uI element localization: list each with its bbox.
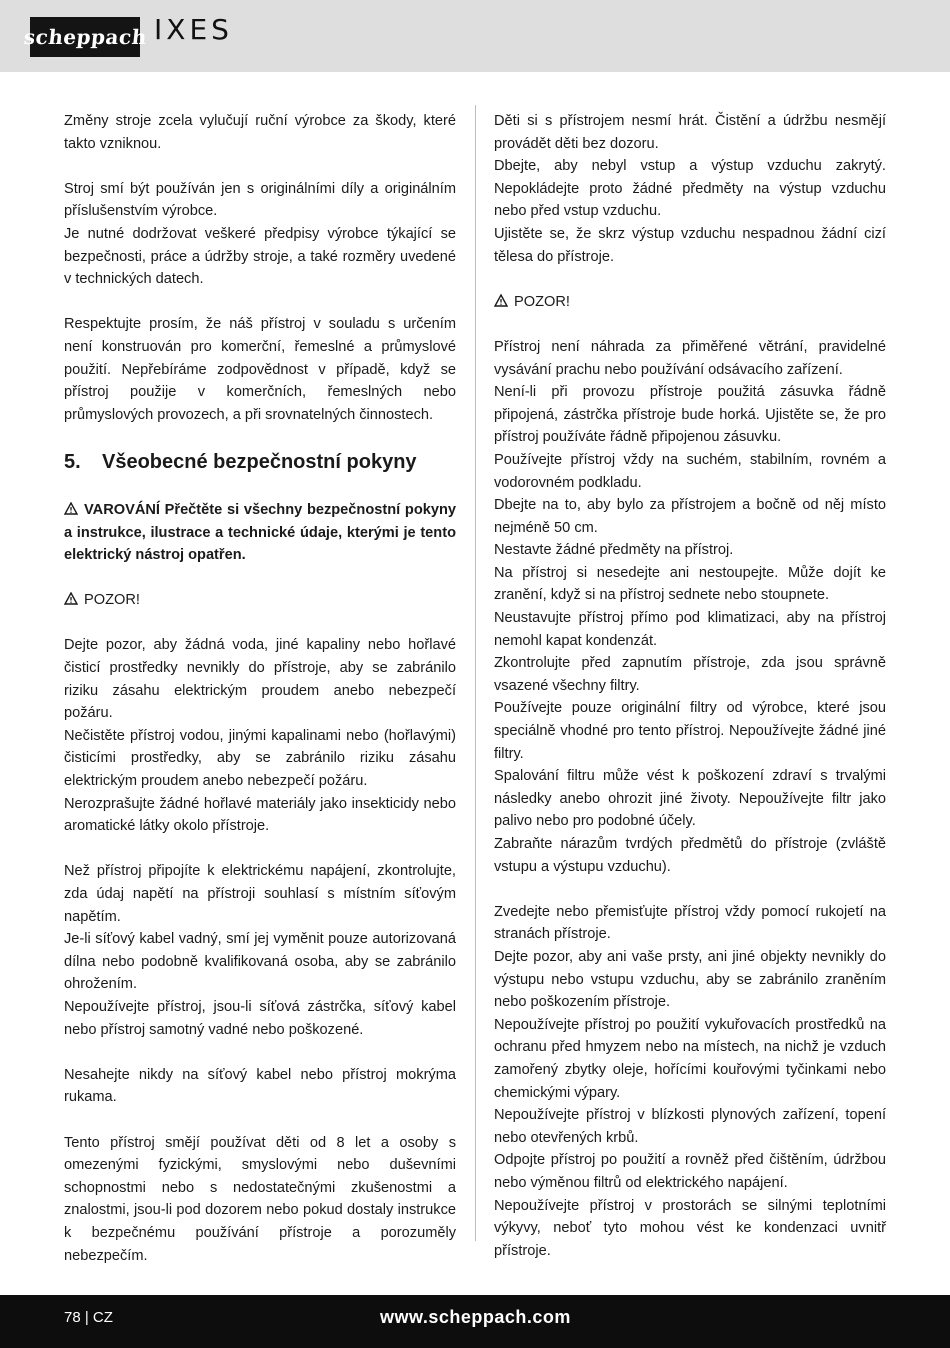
page-footer [0, 1295, 950, 1348]
right-column [494, 110, 886, 1262]
paragraph: Nepoužívejte přístroj v blízkosti plynových zařízení, topení nebo otevřených krbů. [494, 1107, 886, 1146]
section-heading [64, 448, 456, 476]
warning-triangle-icon [494, 294, 508, 307]
page-header [0, 0, 950, 72]
paragraph: Zabraňte nárazům tvrdých předmětů do přístroje (zvláště vstupu a výstupu vzduchu). [494, 836, 886, 875]
paragraph: Na přístroj si nesedejte ani nestoupejte. Může dojít ke zranění, když si na přístroj sednete nebo stoupnete. [494, 564, 886, 604]
paragraph: Děti si s přístrojem nesmí hrát. Čistění a údržbu nesmějí provádět děti bez dozoru. [494, 113, 886, 152]
paragraph: Používejte pouze originální filtry od výrobce, které jsou speciálně vhodné pro tento přístroj. Nepoužívejte žádné jiné filtry. [494, 700, 886, 762]
caution-label: POZOR! [84, 592, 140, 609]
left-column [64, 110, 456, 1267]
paragraph: Neustavujte přístroj přímo pod klimatizaci, aby na přístroj nemohl kapat kondenzát. [494, 610, 886, 649]
paragraph: Nečistěte přístroj vodou, jinými kapalinami nebo (hořlavými) čisticími prostředky, aby se zabránilo riziku zásahu elektrickým proudem anebo nebezpečí požáru. [64, 727, 456, 790]
paragraph: Dbejte na to, aby bylo za přístrojem a bočně od něj místo nejméně 50 cm. [494, 497, 886, 536]
section-title: Všeobecné bezpečnostní pokyny [102, 451, 417, 474]
paragraph: Dejte pozor, aby ani vaše prsty, ani jiné objekty nevnikly do výstupu nebo vstupu vzduchu, aby se zabránilo zraněním nebo poškozením přístroje. [494, 948, 886, 1011]
paragraph: Nepoužívejte přístroj, jsou-li síťová zástrčka, síťový kabel nebo přístroj samotný vadné nebo poškozené. [64, 998, 456, 1038]
paragraph: Spalování filtru může vést k poškození zdraví s trvalými následky anebo ohrozit jiné životy. Nepoužívejte filtr jako palivo nebo pro podobné účely. [494, 768, 886, 830]
warning-triangle-icon [64, 502, 78, 515]
paragraph: Nesahejte nikdy na síťový kabel nebo přístroj mokrýma rukama. [64, 1066, 456, 1106]
section-number: 5. [64, 451, 81, 474]
paragraph: Nerozprašujte žádné hořlavé materiály jako insekticidy nebo aromatické látky okolo přístroje. [64, 795, 456, 835]
column-divider [475, 105, 476, 1241]
paragraph: Je-li síťový kabel vadný, smí jej vyměnit pouze autorizovaná dílna nebo podobně kvalifikovaná osoba, aby se zabránilo ohrožením. [64, 931, 456, 993]
paragraph: Nepoužívejte přístroj po použití vykuřovacích prostředků na ochranu před hmyzem nebo na místech, na nichž je vzduch zamořený zbytky oleje, hořícími kouřovými tyčinkami nebo chemickými výpary. [494, 1016, 886, 1101]
paragraph: Dbejte, aby nebyl vstup a výstup vzduchu zakrytý. Nepokládejte proto žádné předměty na výstup vzduchu nebo před vstup vzduchu. [494, 158, 886, 220]
paragraph: Zkontrolujte před zapnutím přístroje, zda jsou správně vsazené všechny filtry. [494, 655, 886, 694]
warning-notice [64, 499, 456, 567]
page-number: 78 | CZ [64, 1309, 113, 1326]
paragraph: Nepoužívejte přístroj v prostorách se silnými teplotními výkyvy, neboť tyto mohou vést ke kondenzaci uvnitř přístroje. [494, 1197, 886, 1259]
paragraph: Je nutné dodržovat veškeré předpisy výrobce týkající se bezpečnosti, práce a údržby stroje, a také rozměry uvedené v technických datech. [64, 225, 456, 288]
paragraph: Než přístroj připojíte k elektrickému napájení, zkontrolujte, zda údaj napětí na přístroji souhlasí s místním síťovým napětím. [64, 863, 456, 925]
website-link[interactable]: www.scheppach.com [380, 1307, 571, 1327]
paragraph: Není-li při provozu přístroje použitá zásuvka řádně připojená, zástrčka přístroje bude horká. Ujistěte se, že pro přístroj používáte řádně připojenou zásuvku. [494, 384, 886, 446]
paragraph: Stroj smí být používán jen s originálními díly a originálním příslušenstvím výrobce. [64, 180, 456, 220]
paragraph: Ujistěte se, že skrz výstup vzduchu nespadnou žádní cizí tělesa do přístroje. [494, 225, 886, 265]
caution-label-row [64, 589, 456, 612]
brand-logo-text: scheppach [22, 25, 148, 49]
paragraph: Respektujte prosím, že náš přístroj v souladu s určením není konstruován pro komerční, řemeslné a průmyslové použití. Nepřebíráme zodpovědnost v případě, když se přístroj použije v komerčních, řemeslných nebo průmyslových provozech, a při srovnatelných činnostech. [64, 316, 456, 423]
series-name: IXES [154, 13, 233, 46]
warning-text: VAROVÁNÍ Přečtěte si všechny bezpečnostní pokyny a instrukce, ilustrace a technické údaje, kterými je tento elektrický nástroj opatřen. [64, 501, 456, 564]
paragraph: Používejte přístroj vždy na suchém, stabilním, rovném a vodorovném podkladu. [494, 451, 886, 491]
caution-label-row [494, 291, 886, 314]
paragraph: Tento přístroj smějí používat děti od 8 let a osoby s omezenými fyzickými, smyslovými nebo duševními schopnostmi nebo s nedostatečnými zkušenostmi a znalostmi, jsou-li pod dozorem nebo pokud dostaly instrukce k bezpečnému používání přístroje a porozuměly nebezpečím. [64, 1134, 456, 1264]
paragraph: Přístroj není náhrada za přiměřené větrání, pravidelné vysávání prachu nebo používání odsávacího zařízení. [494, 338, 886, 378]
paragraph: Odpojte přístroj po použití a rovněž před čištěním, údržbou nebo výměnou filtrů od elektrického napájení. [494, 1152, 886, 1191]
paragraph: Změny stroje zcela vylučují ruční výrobce za škody, které takto vzniknou. [64, 113, 456, 152]
paragraph: Zvedejte nebo přemisťujte přístroj vždy pomocí rukojetí na stranách přístroje. [494, 903, 886, 943]
caution-label: POZOR! [514, 293, 570, 310]
paragraph: Dejte pozor, aby žádná voda, jiné kapaliny nebo hořlavé čisticí prostředky nevnikly do přístroje, aby se zabránilo riziku zásahu elektrickým proudem anebo nebezpečí požáru. [64, 637, 456, 722]
warning-triangle-icon [64, 592, 78, 605]
paragraph: Nestavte žádné předměty na přístroj. [494, 542, 734, 559]
brand-logo [22, 17, 148, 57]
